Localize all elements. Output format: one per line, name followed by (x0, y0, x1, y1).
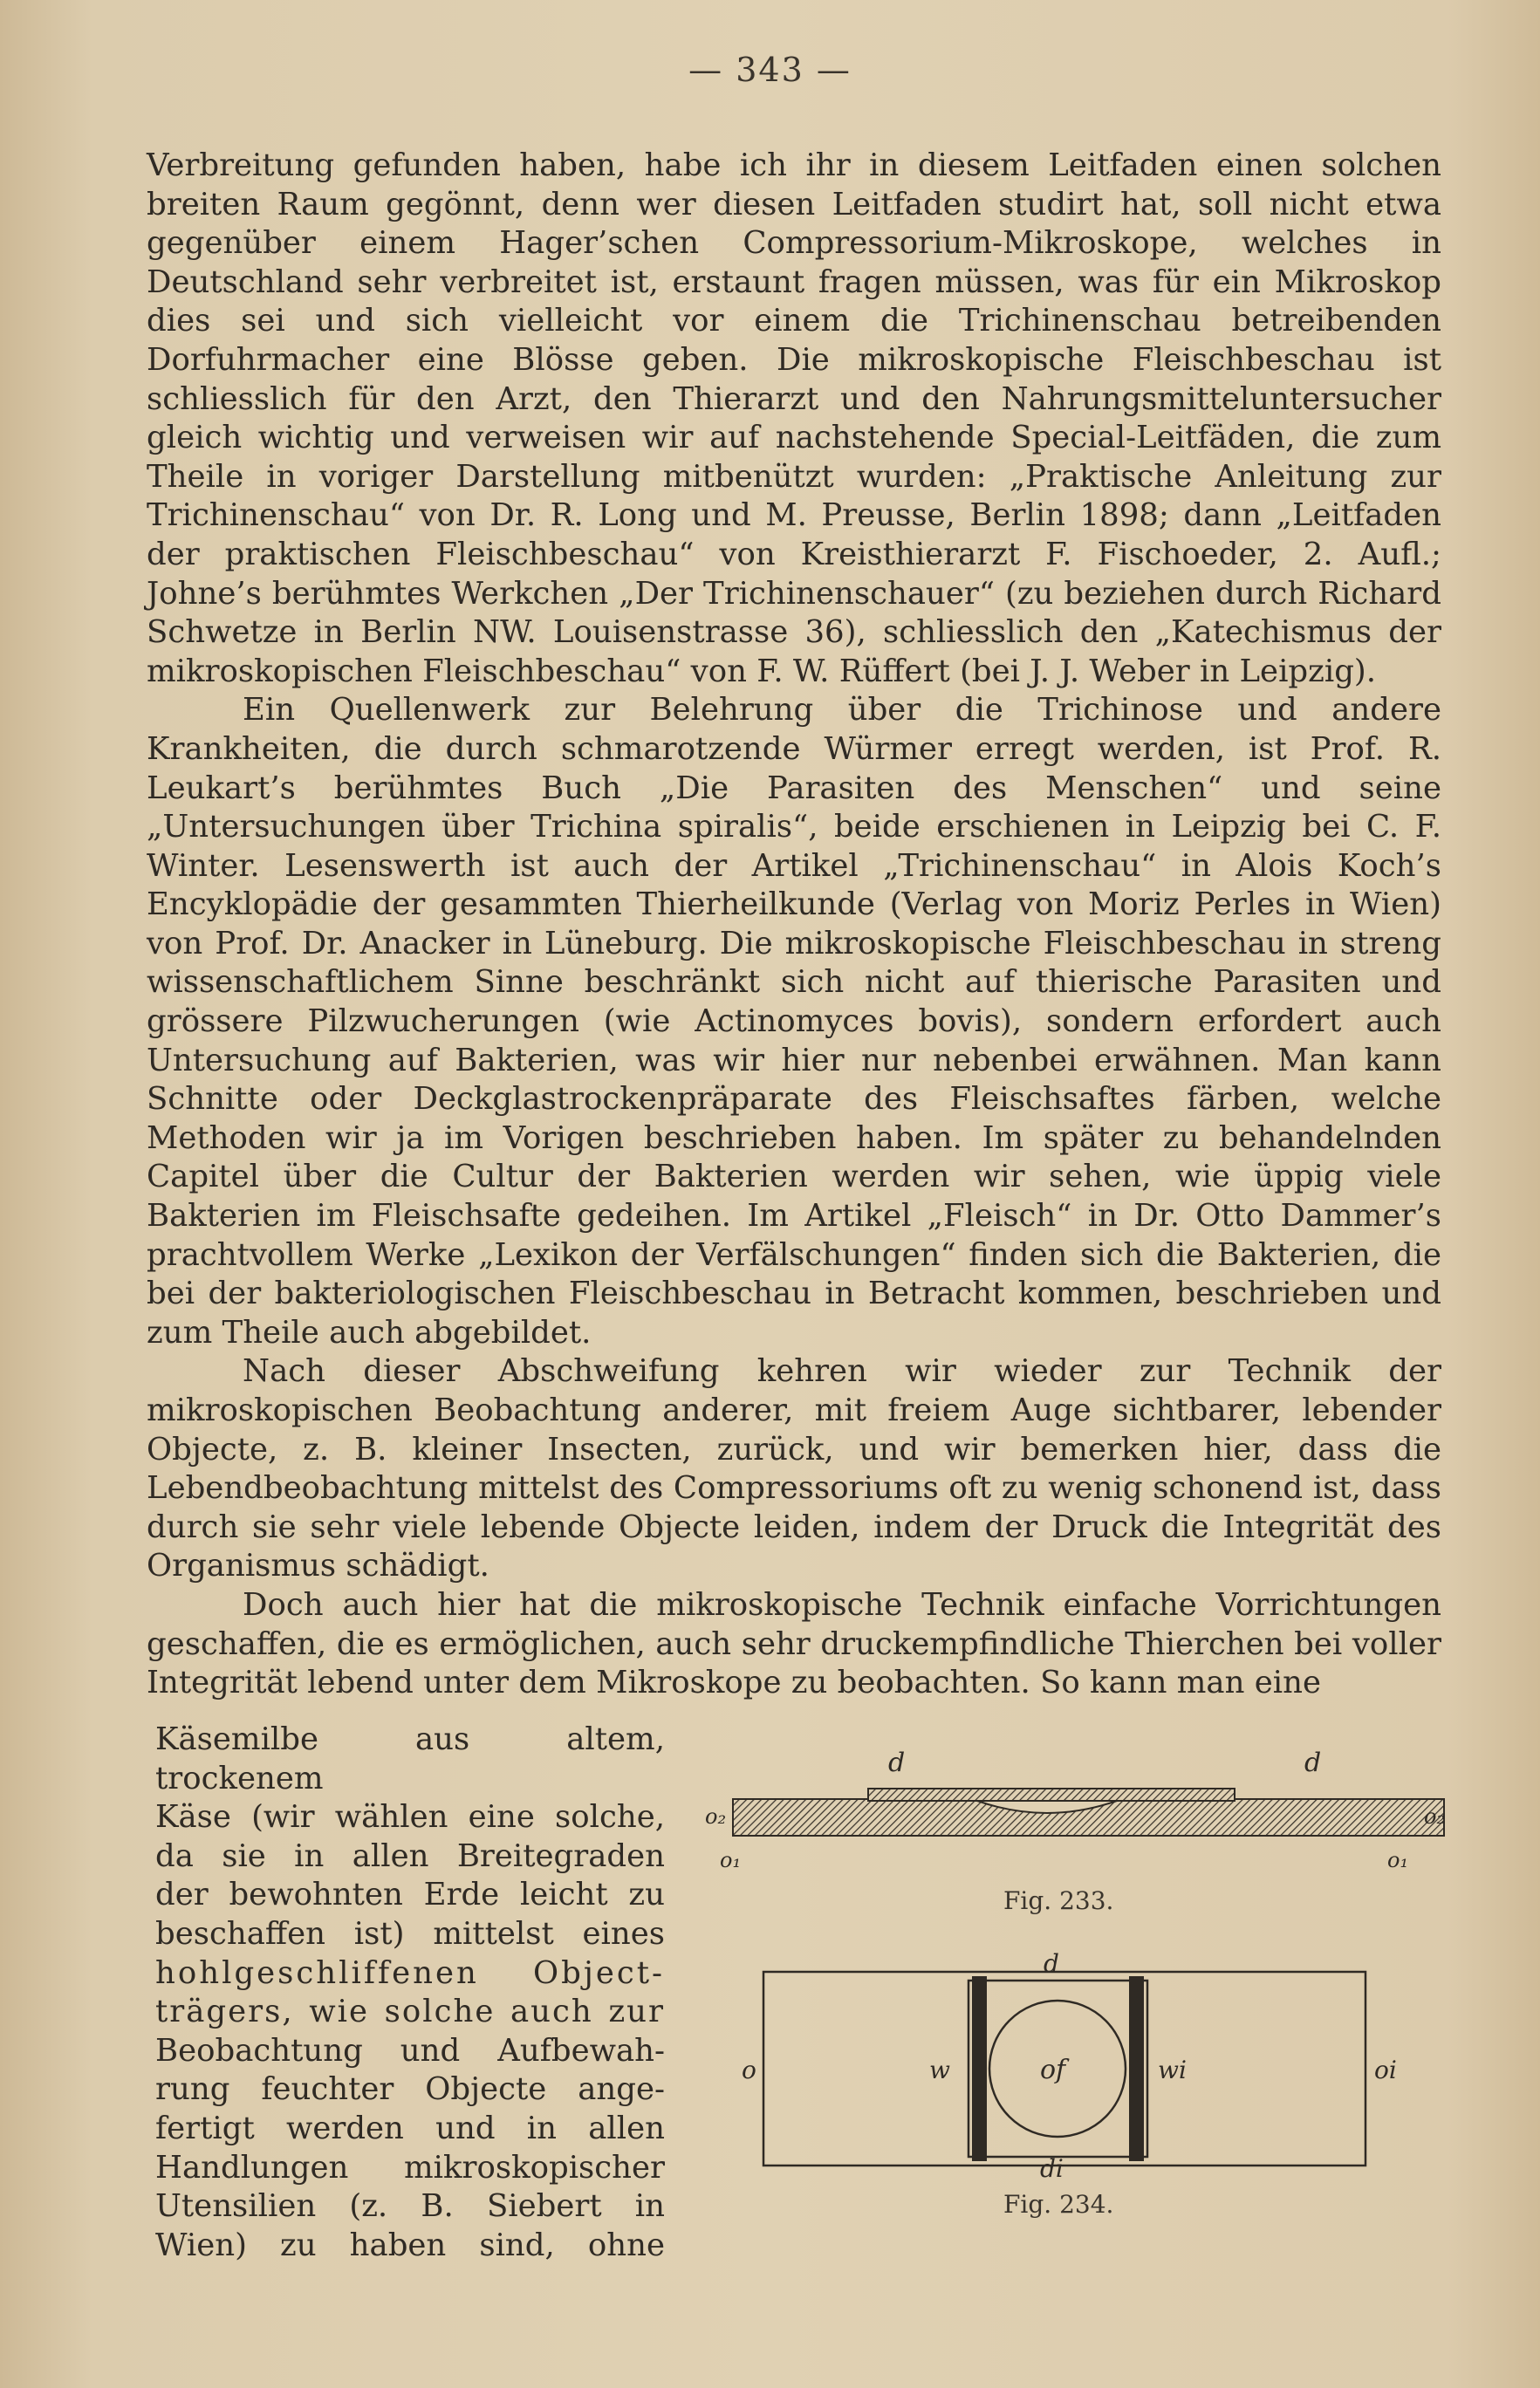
figure-234-caption: Fig. 234. (1003, 2190, 1114, 2219)
paragraph-4: Doch auch hier hat die mikroskopische Technik einfache Vorrichtungen geschaffen, die es ermöglichen, auch sehr druckempfindliche Thierchen bei voller Integrität lebend unter dem Mikroskope zu beobachten. So kann man eine (147, 1586, 1441, 1701)
column-line: Wien) zu haben sind, ohne (155, 2227, 665, 2263)
left-column-text (155, 1721, 665, 2265)
label-d: d (1044, 1949, 1059, 1978)
label-o1-right: o₁ (1387, 1848, 1409, 1872)
label-of: of (1040, 2055, 1066, 2085)
label-oi: oi (1374, 2056, 1397, 2084)
column-line: Käsemilbe aus altem, trockenem (155, 1721, 665, 1796)
cover-glass (868, 1789, 1235, 1801)
column-line: Utensilien (z. B. Siebert in (155, 2188, 665, 2225)
paragraph-1: Verbreitung gefunden haben, habe ich ihr in diesem Leitfaden einen solchen breiten Raum gegönnt, denn wer diesen Leitfaden studirt hat, soll nicht etwa gegenüber einem Hager’schen Compressorium-Mikroskope, welches in Deutschland sehr verbreitet ist, erstaunt fragen müssen, was für ein Mikroskop dies sei und sich vielleicht vor einem die Trichinenschau betreibenden Dorfuhrmacher eine Blösse geben. Die mikroskopische Fleischbeschau ist schliesslich für den Arzt, den Thierarzt und den Nahrungsmitteluntersucher gleich wichtig und verweisen wir auf nachstehende Special-Leitfäden, die zum Theile in voriger Darstellung mitbenützt wurden: „Praktische Anleitung zur Trichinenschau“ von Dr. R. Long und M. Preusse, Berlin 1898; dann „Leitfaden der praktischen Fleischbeschau“ von Kreisthierarzt F. Fischoeder, 2. Aufl.; Johne’s berühmtes Werkchen „Der Trichinenschauer“ (zu beziehen durch Richard Schwetze in Berlin NW. Louisenstrasse 36), schliesslich den „Katechismus der mikroskopischen Fleischbeschau“ von F. W. Rüffert (bei J. J. Weber in Leipzig). (147, 147, 1441, 689)
column-line: Käse (wir wählen eine solche, (155, 1799, 665, 1836)
column-line: Handlungen mikroskopischer (155, 2149, 665, 2186)
figure-233-caption: Fig. 233. (1003, 1886, 1114, 1915)
label-d-right: d (1304, 1748, 1322, 1778)
column-line: beschaffen ist) mittelst eines (155, 1915, 665, 1952)
paragraph-2: Ein Quellenwerk zur Belehrung über die Trichinose und andere Krankheiten, die durch schmarotzende Würmer erregt werden, ist Prof. R. Leukart’s berühmtes Buch „Die Parasiten des Menschen“ und seine „Untersuchungen über Trichina spiralis“, beide erschienen in Leipzig bei C. F. Winter. Lesenswerth ist auch der Artikel „Trichinenschau“ in Alois Koch’s Encyklopädie der gesammten Thierheilkunde (Verlag von Moriz Perles in Wien) von Prof. Dr. Anacker in Lüneburg. Die mikroskopische Fleischbeschau in streng wissenschaftlichem Sinne beschränkt sich nicht auf thierische Parasiten und grössere Pilzwucherungen (wie Actinomyces bovis), sondern erfordert auch Untersuchung auf Bakterien, was wir hier nur nebenbei erwähnen. Man kann Schnitte oder Deckglastrockenpräparate des Fleischsaftes färben, welche Methoden wir ja im Vorigen beschrieben haben. Im später zu behandelnden Capitel über die Cultur der Bakterien werden wir sehen, wie üppig viele Bakterien im Fleischsafte gedeihen. Im Artikel „Fleisch“ in Dr. Otto Dammer’s prachtvollem Werke „Lexikon der Verfälschungen“ finden sich die Bakterien, die bei der bakteriologischen Fleischbeschau in Betracht kommen, beschrieben und zum Theile auch abgebildet. (147, 692, 1441, 1351)
paragraph-3: Nach dieser Abschweifung kehren wir wieder zur Technik der mikroskopischen Beobachtung anderer, mit freiem Auge sichtbarer, lebender Objecte, z. B. kleiner Insecten, zurück, und wir bemerken hier, dass die Lebendbeobachtung mittelst des Compressoriums oft zu wenig schonend ist, dass durch sie sehr viele lebende Objecte leiden, indem der Druck die Integrität des Organismus schädigt. (147, 1353, 1441, 1584)
column-line: trägers, wie solche auch zur (155, 1994, 665, 2030)
label-o2-right: o₂ (1424, 1804, 1446, 1829)
column-line: fertigt werden und in allen (155, 2110, 665, 2146)
label-o2-left: o₂ (705, 1804, 727, 1829)
label-w: w (929, 2056, 950, 2084)
column-line: da sie in allen Breitegraden (155, 1837, 665, 1874)
label-wi: wi (1158, 2056, 1187, 2084)
figure-233-diagram (698, 1736, 1466, 1893)
label-d-left: d (888, 1748, 906, 1778)
figure-234-diagram (724, 1946, 1475, 2207)
wax-strip-left (972, 1976, 987, 2161)
label-di: di (1040, 2154, 1064, 2183)
wax-strip-right (1129, 1976, 1144, 2161)
column-line: der bewohnten Erde leicht zu (155, 1877, 665, 1913)
column-line: hohlgeschliffenen Object- (155, 1954, 665, 1991)
page-number: — 343 — (688, 51, 852, 89)
label-o: o (742, 2056, 756, 2084)
label-o1-left: o₁ (720, 1848, 742, 1872)
main-text (147, 147, 1441, 1703)
column-line: Beobachtung und Aufbewah- (155, 2032, 665, 2069)
column-line: rung feuchter Objecte ange- (155, 2071, 665, 2108)
